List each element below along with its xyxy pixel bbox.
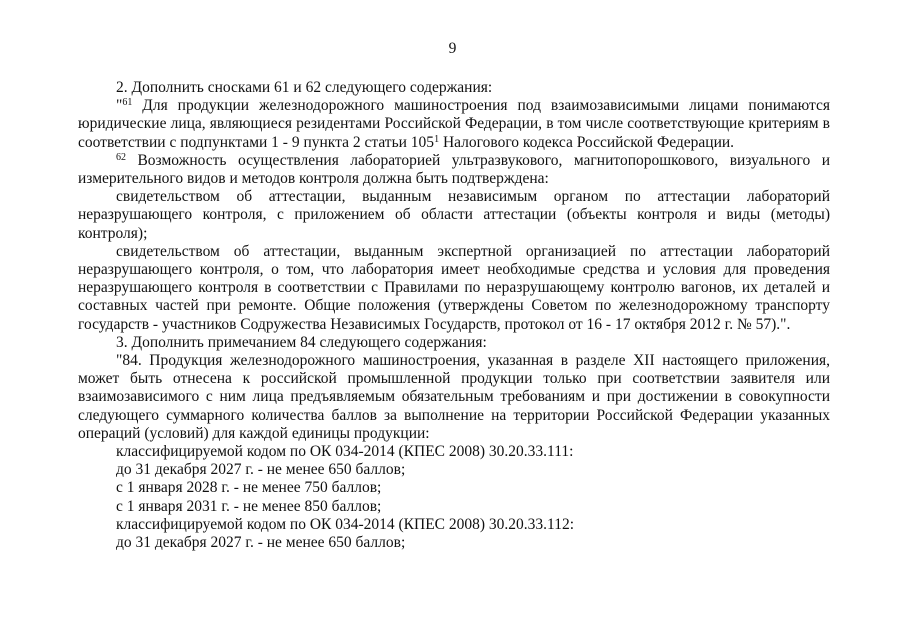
paragraph — [78, 79, 830, 97]
text-run: свидетельством об аттестации, выданным экспертной организацией по аттестации лабораторий неразрушающего контроля, о том, что лаборатория имеет необходимые средства и условия для проведения неразрушающего контроля в соответствии с Правилами по неразрушающему контролю вагонов, их деталей и составных частей при ремонте. Общие положения (утверждены Советом по железнодорожному транспорту государств - участников Содружества Независимых Государств, протокол от 16 - 17 октября 2012 г. № 57).". — [78, 242, 830, 333]
document-body — [78, 79, 830, 552]
paragraph — [78, 352, 830, 443]
paragraph — [78, 334, 830, 352]
paragraph — [78, 152, 830, 188]
text-run: с 1 января 2028 г. - не менее 750 баллов; — [116, 479, 382, 497]
footnote-marker: 1 — [434, 133, 440, 145]
text-run: 2. Дополнить сносками 61 и 62 следующего содержания: — [116, 79, 493, 96]
text-run: Возможность осуществления лабораторией ультразвукового, магнитопорошкового, визуального и измерительного видов и методов контроля должна быть подтверждена: — [78, 151, 830, 188]
footnote-marker: 61 — [122, 97, 133, 109]
paragraph — [78, 461, 830, 479]
paragraph — [78, 516, 830, 534]
text-run: до 31 декабря 2027 г. - не менее 650 баллов; — [116, 461, 406, 479]
paragraph — [78, 188, 830, 243]
text-run: " — [116, 97, 123, 115]
paragraph — [78, 479, 830, 497]
text-run: 3. Дополнить примечанием 84 следующего содержания: — [116, 333, 487, 351]
paragraph — [78, 498, 830, 516]
paragraph — [78, 534, 830, 552]
text-run: свидетельством об аттестации, выданным независимым органом по аттестации лабораторий неразрушающего контроля, с приложением об области аттестации (объекты контроля и виды (методы) контроля); — [78, 188, 830, 242]
paragraph — [78, 97, 830, 152]
text-run: Для продукции железнодорожного машиностроения под взаимозависимыми лицами понимаются юридические лица, являющиеся резидентами Российской Федерации, в том числе соответствующие критериям в соответствии с подпунктами 1 - 9 пункта 2 статьи 105 — [78, 97, 830, 151]
text-run: классифицируемой кодом по ОК 034-2014 (КПЕС 2008) 30.20.33.112: — [116, 515, 575, 533]
text-run: с 1 января 2031 г. - не менее 850 баллов; — [116, 497, 382, 515]
page-number: 9 — [448, 40, 457, 57]
text-run: до 31 декабря 2027 г. - не менее 650 баллов; — [116, 534, 406, 552]
paragraph — [78, 243, 830, 334]
text-run: классифицируемой кодом по ОК 034-2014 (КПЕС 2008) 30.20.33.111: — [116, 443, 574, 461]
text-run: Налогового кодекса Российской Федерации. — [439, 133, 735, 151]
paragraph — [78, 443, 830, 461]
text-run: "84. Продукция железнодорожного машиностроения, указанная в разделе XII настоящего приложения, может быть отнесена к российской промышленной продукции только при соответствии заявителя или взаимозависимого с ним лица предъявляемым обязательным требованиям и при достижении в совокупности следующего суммарного количества баллов за выполнение на территории Российской Федерации указанных операций (условий) для каждой единицы продукции: — [78, 352, 830, 442]
footnote-marker: 62 — [116, 151, 126, 163]
